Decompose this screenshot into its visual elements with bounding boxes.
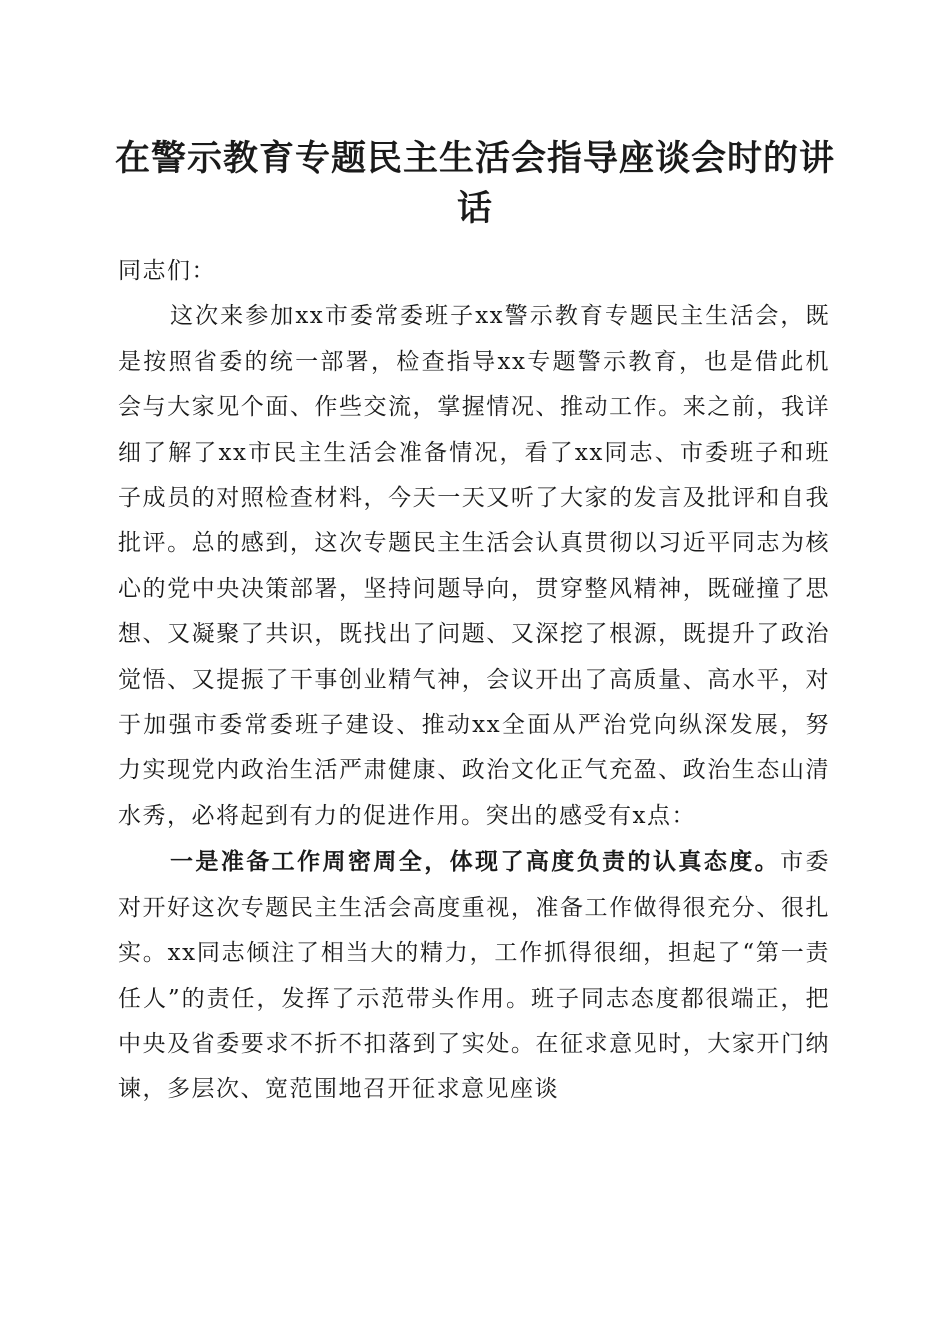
paragraph-point-one — [118, 839, 830, 1112]
document-body — [118, 249, 830, 1113]
point-one-heading: 一是准备工作周密周全，体现了高度负责的认真态度。 — [170, 848, 781, 876]
document-title: 在警示教育专题民主生活会指导座谈会时的讲话 — [114, 138, 835, 229]
point-one-text: 市委对开好这次专题民主生活会高度重视，准备工作做得很充分、很扎实。xx同志倾注了相当大的精力，工作抓得很细，担起了“第一责任人”的责任，发挥了示范带头作用。班子同志态度都很端正，把中央及省委要求不折不扣落到了实处。在征求意见时，大家开门纳谏，多层次、宽范围地召开征求意见座谈 — [118, 849, 831, 1103]
paragraph-intro: 这次来参加xx市委常委班子xx警示教育专题民主生活会，既是按照省委的统一部署，检查指导xx专题警示教育，也是借此机会与大家见个面、作些交流，掌握情况、推动工作。来之前，我详细了解了xx市民主生活会准备情况，看了xx同志、市委班子和班子成员的对照检查材料，今天一天又听了大家的发言及批评和自我批评。总的感到，这次专题民主生活会认真贯彻以习近平同志为核心的党中央决策部署，坚持问题导向，贯穿整风精神，既碰撞了思想、又凝聚了共识，既找出了问题、又深挖了根源，既提升了政治觉悟、又提振了干事创业精气神，会议开出了高质量、高水平，对于加强市委常委班子建设、推动xx全面从严治党向纵深发展，努力实现党内政治生活严肃健康、政治文化正气充盈、政治生态山清水秀，必将起到有力的促进作用。突出的感受有x点： — [118, 303, 830, 829]
salutation: 同志们： — [118, 258, 216, 284]
